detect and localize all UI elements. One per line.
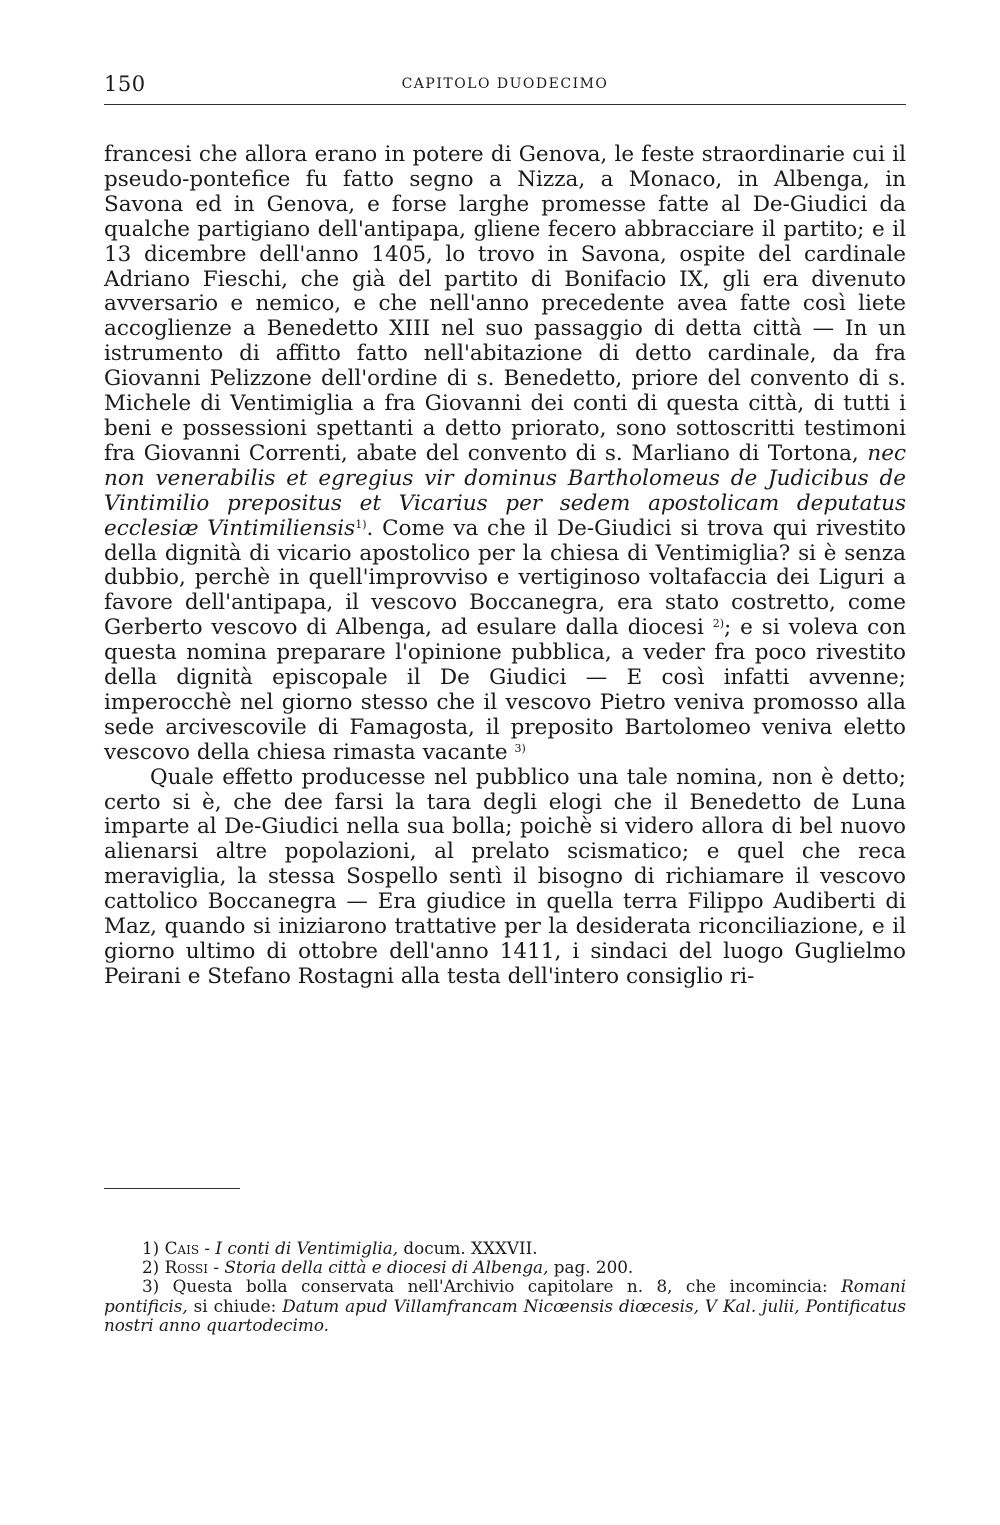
footnote-2: 2) Rossi - Storia della città e diocesi di Albenga, pag. 200.	[142, 1257, 634, 1278]
footnote-3-quote-1: Romani pontificis,	[104, 1276, 906, 1316]
footnote-ref-1: 1)	[355, 517, 367, 531]
page-header	[104, 72, 906, 96]
footnote-2-author: Rossi	[164, 1257, 209, 1278]
header-rule	[104, 104, 906, 105]
footnote-2-title: Storia della città e diocesi di Albenga,	[224, 1257, 549, 1278]
footnote-3: 3) Questa bolla conservata nell'Archivio capitolare n. 8, che incomincia: Romani pontificis, si chiude: Datum apud Villamfrancam Nicœensis diœcesis, V Kal. julii, Pontificatus nostri anno quartodecimo.	[104, 1276, 906, 1335]
paragraph-2: Quale effetto producesse nel pubblico una tale nomina, non è detto; certo si è, che dee farsi la tara degli elogi che il Benedetto de Luna imparte al De-Giudici nella sua bolla; poichè si videro allora di bel nuovo alienarsi altre popolazioni, al prelato scismatico; e quel che reca meraviglia, la stessa Sospello sentì il bisogno di richiamare il vescovo cattolico Boccanegra — Era giudice in quella terra Filippo Audiberti di Maz, quando si iniziarono trattative per la desiderata riconciliazione, e il giorno ultimo di ottobre dell'anno 1411, i sindaci del luogo Guglielmo Peirani e Stefano Rostagni alla testa dell'intero consiglio ri-	[104, 764, 906, 989]
latin-quotation: nec non venerabilis et egregius vir dominus Bartholomeus de Judicibus de Vintimilio prepositus et Vicarius per sedem apostolicam deputatus ecclesiæ Vintimiliensis	[104, 440, 906, 541]
paragraph-1	[104, 143, 906, 766]
page-number: 150	[104, 72, 146, 96]
body-text	[104, 143, 906, 990]
paragraph-1-part-a: francesi che allora erano in potere di Genova, le feste straordinarie cui il pseudo-pontefice fu fatto segno a Nizza, a Monaco, in Albenga, in Savona ed in Genova, e forse larghe promesse fatte al De-Giudici da qualche partigiano dell'antipapa, gliene fecero abbracciare il partito; e il 13 dicembre dell'anno 1405, lo trovo in Savona, ospite del cardinale Adriano Fieschi, che già del partito di Bonifacio IX, gli era divenuto avversario e nemico, e che nell'anno precedente avea fatte così liete accoglienze a Benedetto XIII nel suo passaggio di detta città — In un istrumento di affitto fatto nell'abitazione di detto cardinale, da fra Giovanni Pelizzone dell'ordine di s. Benedetto, priore del convento di s. Michele di Ventimiglia a fra Giovanni dei conti di questa città, di tutti i beni e possessioni spettanti a detto priorato, sono sottoscritti testimoni fra Giovanni Correnti, abate del convento di s. Marliano di Tortona,	[104, 142, 906, 466]
footnote-ref-3: 3)	[514, 741, 526, 755]
footnote-rule	[104, 1188, 240, 1189]
paragraph-1-part-c: ; e si voleva con questa nomina preparare l'opinione pubblica, a veder fra poco rivestito della dignità episcopale il De Giudici — E così infatti avvenne; imperocchè nel giorno stesso che il vescovo Pietro veniva promosso alla sede arcivescovile di Famagosta, il preposito Bartolomeo veniva eletto vescovo della chiesa rimasta vacante	[104, 615, 906, 765]
footnote-1-author: Cais	[164, 1238, 200, 1258]
running-head: CAPITOLO DUODECIMO	[401, 76, 609, 92]
footnotes	[104, 1239, 906, 1335]
footnote-1: 1) Cais - I conti di Ventimiglia, docum. XXXVII.	[142, 1238, 538, 1258]
footnote-3-quote-2: Datum apud Villamfrancam Nicœensis diœcesis, V Kal. julii, Pontificatus nostri anno quartodecimo.	[104, 1295, 906, 1335]
paragraph-1-part-b: . Come va che il De-Giudici si trova qui rivestito della dignità di vicario apostolico per la chiesa di Ventimiglia? si è senza dubbio, perchè in quell'improvviso e vertiginoso voltafaccia dei Liguri a favore dell'antipapa, il vescovo Boccanegra, era stato costretto, come Gerberto vescovo di Albenga, ad esulare dalla diocesi	[104, 515, 906, 641]
footnote-1-title: I conti di Ventimiglia,	[215, 1238, 399, 1258]
footnote-ref-2: 2)	[712, 617, 725, 631]
